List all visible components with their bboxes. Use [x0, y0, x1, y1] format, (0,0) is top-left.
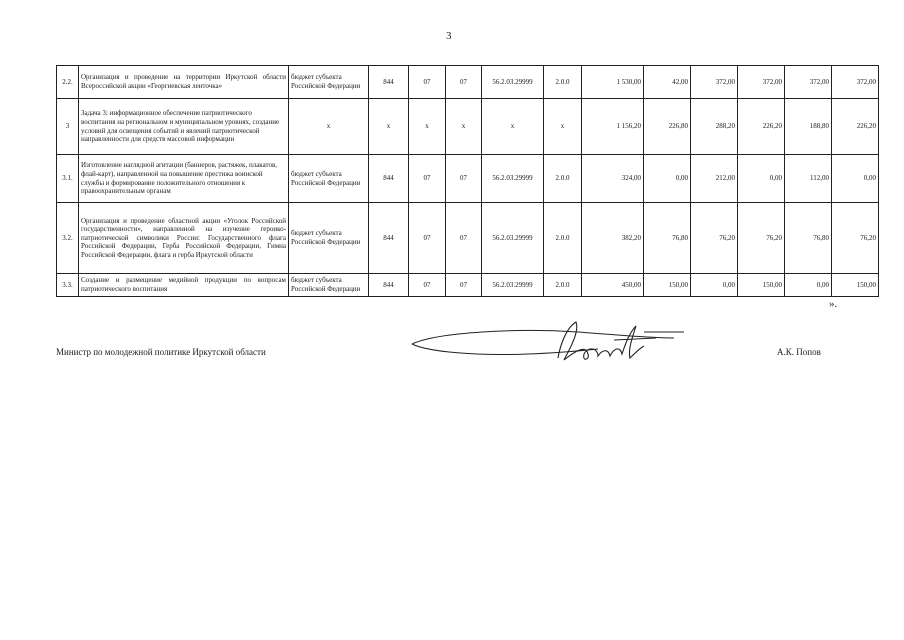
table-row	[57, 274, 879, 297]
funding-source: бюджет субъекта Российской Федерации	[289, 155, 369, 203]
row-description: Задача 3: информационное обеспечение патриотического воспитания на региональном и муниципальном уровнях, создание условий для освещения событий и явлений патриотической направленности для средств массовой информации	[79, 99, 289, 155]
funding-source: x	[289, 99, 369, 155]
row-number: 3.1.	[57, 155, 79, 203]
row-description: Организация и проведение областной акции «Уголок Российской государственности», направленной на изучение героико-патриотической символики России: Государственного флага Российской Федерации, Герба Российской Федерации, Гимна Российской Федерации, флага и герба Иркутской области	[79, 203, 289, 274]
year-amount: 150,00	[644, 274, 691, 297]
row-number: 3.2.	[57, 203, 79, 274]
funding-source: бюджет субъекта Российской Федерации	[289, 274, 369, 297]
subsection-code: 07	[446, 66, 482, 99]
year-amount: 150,00	[832, 274, 879, 297]
closing-quote: ».	[829, 298, 838, 310]
row-number: 2.2.	[57, 66, 79, 99]
table-row	[57, 99, 879, 155]
budget-table	[56, 65, 879, 297]
year-amount: 372,00	[738, 66, 785, 99]
grbs-code: 844	[369, 274, 409, 297]
year-amount: 372,00	[691, 66, 738, 99]
year-amount: 112,00	[785, 155, 832, 203]
year-amount: 0,00	[644, 155, 691, 203]
grbs-code: x	[369, 99, 409, 155]
minister-name: А.К. Попов	[777, 347, 821, 357]
section-code: x	[409, 99, 446, 155]
year-amount: 0,00	[785, 274, 832, 297]
section-code: 07	[409, 203, 446, 274]
year-amount: 76,80	[644, 203, 691, 274]
grbs-code: 844	[369, 66, 409, 99]
row-number: 3	[57, 99, 79, 155]
year-amount: 76,20	[832, 203, 879, 274]
year-amount: 76,20	[691, 203, 738, 274]
year-amount: 76,80	[785, 203, 832, 274]
total-amount: 324,00	[582, 155, 644, 203]
expense-type-code: 2.0.0	[544, 66, 582, 99]
year-amount: 372,00	[832, 66, 879, 99]
page-number: 3	[446, 30, 452, 42]
row-description: Изготовление наглядной агитации (баннеров, растяжек, плакатов, флай-карт), направленной на повышение престижа воинской службы и формирование положительного отношения к правоохранительным органам	[79, 155, 289, 203]
grbs-code: 844	[369, 155, 409, 203]
expense-type-code: x	[544, 99, 582, 155]
expense-type-code: 2.0.0	[544, 274, 582, 297]
total-amount: 1 530,00	[582, 66, 644, 99]
year-amount: 188,80	[785, 99, 832, 155]
subsection-code: 07	[446, 274, 482, 297]
row-description: Организация и проведение на территории Иркутской области Всероссийской акции «Георгиевская ленточка»	[79, 66, 289, 99]
total-amount: 1 156,20	[582, 99, 644, 155]
section-code: 07	[409, 66, 446, 99]
total-amount: 382,20	[582, 203, 644, 274]
total-amount: 450,00	[582, 274, 644, 297]
table-row	[57, 66, 879, 99]
year-amount: 76,20	[738, 203, 785, 274]
year-amount: 150,00	[738, 274, 785, 297]
minister-title: Министр по молодежной политике Иркутской области	[56, 347, 266, 357]
target-article-code: 56.2.03.29999	[482, 274, 544, 297]
subsection-code: x	[446, 99, 482, 155]
grbs-code: 844	[369, 203, 409, 274]
row-number: 3.3.	[57, 274, 79, 297]
year-amount: 212,00	[691, 155, 738, 203]
expense-type-code: 2.0.0	[544, 203, 582, 274]
section-code: 07	[409, 155, 446, 203]
signature-image	[408, 318, 688, 368]
target-article-code: 56.2.03.29999	[482, 203, 544, 274]
year-amount: 226,20	[738, 99, 785, 155]
target-article-code: x	[482, 99, 544, 155]
subsection-code: 07	[446, 155, 482, 203]
subsection-code: 07	[446, 203, 482, 274]
year-amount: 42,00	[644, 66, 691, 99]
row-description: Создание и размещение медийной продукции по вопросам патриотического воспитания	[79, 274, 289, 297]
funding-source: бюджет субъекта Российской Федерации	[289, 203, 369, 274]
year-amount: 288,20	[691, 99, 738, 155]
year-amount: 0,00	[738, 155, 785, 203]
table-row	[57, 203, 879, 274]
funding-source: бюджет субъекта Российской Федерации	[289, 66, 369, 99]
year-amount: 372,00	[785, 66, 832, 99]
year-amount: 0,00	[691, 274, 738, 297]
year-amount: 226,20	[832, 99, 879, 155]
section-code: 07	[409, 274, 446, 297]
expense-type-code: 2.0.0	[544, 155, 582, 203]
table-row	[57, 155, 879, 203]
target-article-code: 56.2.03.29999	[482, 155, 544, 203]
year-amount: 0,00	[832, 155, 879, 203]
year-amount: 226,80	[644, 99, 691, 155]
target-article-code: 56.2.03.29999	[482, 66, 544, 99]
